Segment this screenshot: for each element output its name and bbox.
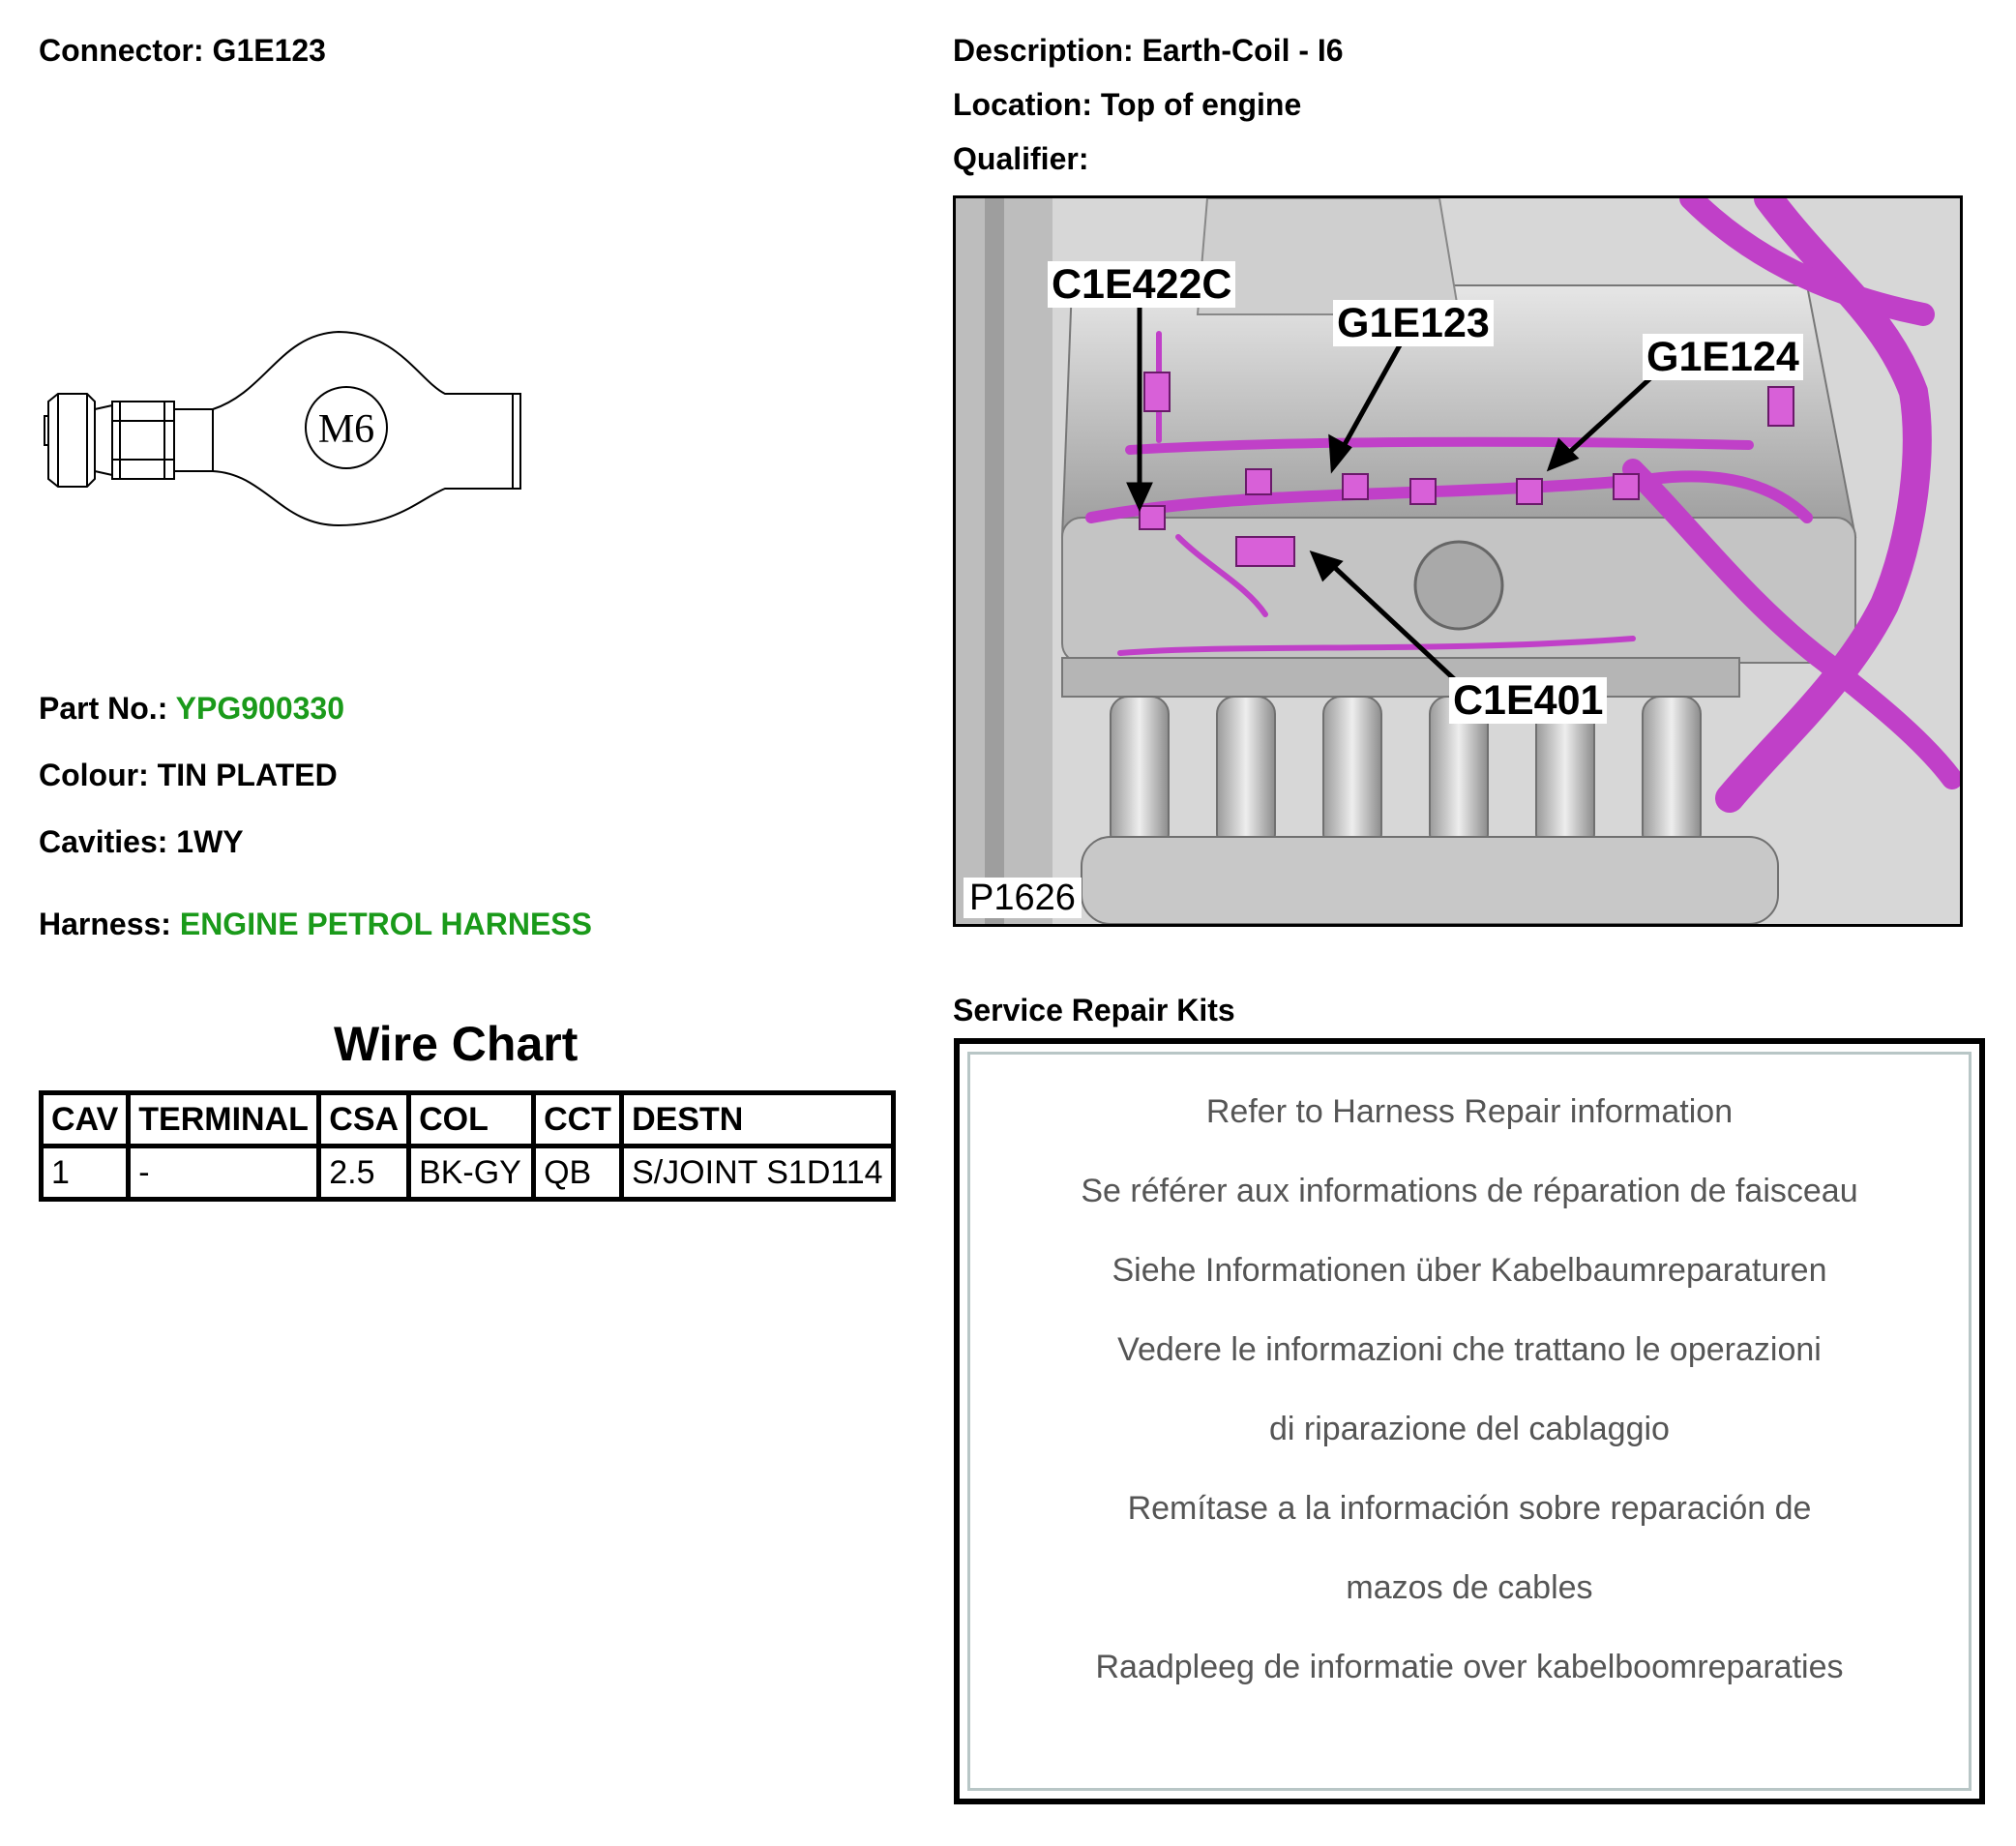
colour-line [39, 758, 338, 793]
connector-label: Connector: [39, 33, 204, 68]
kit-line-it-1: Vedere le informazioni che trattano le operazioni [1117, 1331, 1822, 1368]
description-label: Description: [953, 33, 1134, 68]
part-no-value: YPG900330 [175, 691, 345, 726]
cell-cav: 1 [42, 1146, 129, 1200]
location-label: Location: [953, 87, 1092, 122]
callout-g1e123: G1E123 [1333, 300, 1494, 346]
kit-line-en: Refer to Harness Repair information [1205, 1093, 1734, 1130]
image-reference: P1626 [964, 878, 1082, 918]
kit-line-es-1: Remítase a la información sobre reparación de [1127, 1490, 1812, 1527]
qualifier-label: Qualifier: [953, 141, 1089, 176]
stud-size-label: M6 [317, 407, 375, 452]
kit-line-nl: Raadpleeg de informatie over kabelboomreparaties [1095, 1649, 1844, 1685]
callout-g1e124: G1E124 [1643, 334, 1803, 380]
cavities-label: Cavities: [39, 824, 168, 859]
service-repair-kits-box [954, 1038, 1985, 1804]
kit-line-es-2: mazos de cables [1346, 1569, 1593, 1606]
qualifier-line [953, 141, 1088, 177]
cavities-value: 1WY [176, 824, 244, 859]
wire-chart-title: Wire Chart [334, 1017, 578, 1071]
cell-cct: QB [534, 1146, 622, 1200]
callout-c1e401: C1E401 [1449, 677, 1607, 724]
header-cav: CAV [42, 1093, 129, 1146]
harness-line [39, 907, 592, 942]
wire-chart-header-row [42, 1093, 894, 1146]
header-destn: DESTN [622, 1093, 894, 1146]
location-value: Top of engine [1100, 87, 1302, 122]
ring-terminal-drawing [39, 324, 532, 532]
colour-label: Colour: [39, 758, 149, 792]
header-csa: CSA [319, 1093, 409, 1146]
kit-line-fr: Se référer aux informations de réparation de faisceau [1081, 1173, 1858, 1209]
service-repair-kits-title: Service Repair Kits [953, 993, 1235, 1027]
cell-terminal: - [129, 1146, 319, 1200]
table-row [42, 1146, 894, 1200]
kit-line-it-2: di riparazione del cablaggio [1269, 1411, 1670, 1447]
harness-label: Harness: [39, 907, 171, 941]
cell-destn: S/JOINT S1D114 [622, 1146, 894, 1200]
header-cct: CCT [534, 1093, 622, 1146]
cell-col: BK-GY [409, 1146, 534, 1200]
connector-location-image [953, 195, 1963, 927]
harness-value: ENGINE PETROL HARNESS [179, 907, 592, 941]
part-no-line [39, 691, 344, 727]
kit-line-de: Siehe Informationen über Kabelbaumreparaturen [1112, 1252, 1827, 1289]
connector-line [39, 33, 326, 69]
location-line [953, 87, 1301, 123]
part-no-label: Part No.: [39, 691, 168, 726]
header-col: COL [409, 1093, 534, 1146]
wire-chart-table [39, 1090, 896, 1202]
description-value: Earth-Coil - I6 [1141, 33, 1344, 68]
callout-c1e422c: C1E422C [1048, 261, 1235, 308]
description-line [953, 33, 1344, 69]
cell-csa: 2.5 [319, 1146, 409, 1200]
connector-value: G1E123 [212, 33, 326, 68]
colour-value: TIN PLATED [157, 758, 338, 792]
service-repair-kits-panel [967, 1052, 1972, 1791]
header-terminal: TERMINAL [129, 1093, 319, 1146]
cavities-line [39, 824, 244, 860]
